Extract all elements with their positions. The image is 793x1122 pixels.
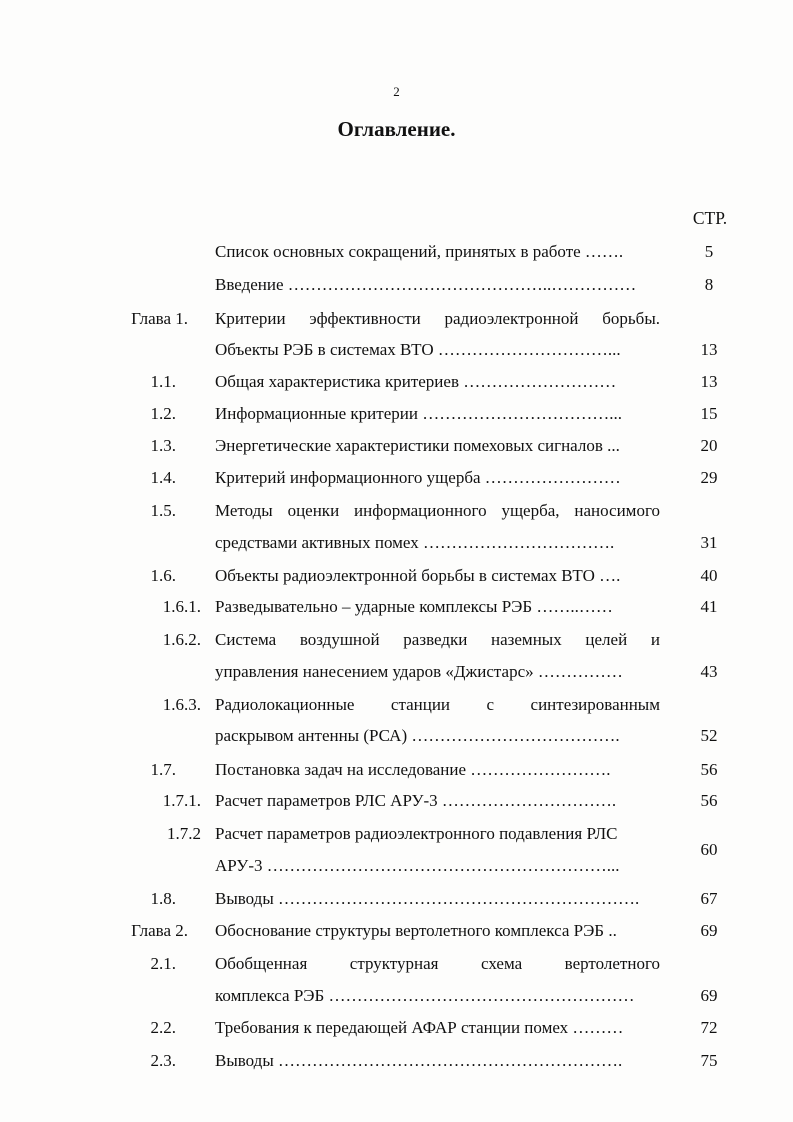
toc-title: Разведывательно – ударные комплексы РЭБ ……..…… [215,597,613,616]
toc-title: Методы оценки информационного ущерба, наносимого [215,501,660,520]
toc-title: Список основных сокращений, принятых в работе ……. [215,242,624,261]
toc-title: Объекты радиоэлектронной борьбы в системах ВТО …. [215,566,621,585]
toc-page: 15 [700,404,718,423]
toc-chapter-number: Глава 2. [131,921,188,940]
toc-number: 1.7. [150,760,176,779]
toc-page: 5 [704,242,714,261]
toc-number: 1.5. [150,501,176,520]
toc-number: 2.1. [150,954,176,973]
toc-page: 20 [700,436,718,455]
page-column-label: СТР. [692,208,728,228]
toc-title: Обоснование структуры вертолетного комплекса РЭБ .. [215,921,617,940]
toc-title: Информационные критерии ……………………………... [215,404,622,423]
toc-number: 1.6.1. [162,597,201,616]
toc-title: Общая характеристика критериев ……………………… [215,372,617,391]
toc-page: 41 [700,597,718,616]
toc-number: 1.4. [150,468,176,487]
toc-title: Критерий информационного ущерба …………………… [215,468,621,487]
toc-title: Введение ………………………………………..…………… [215,275,637,294]
toc-title-continued: средствами активных помех ……………………………. [215,533,615,552]
toc-page: 52 [700,726,718,745]
toc-title: Выводы ………………………………………………………. [215,889,640,908]
toc-page: 56 [700,791,718,810]
toc-page: 13 [700,340,718,359]
toc-number: 1.7.1. [162,791,201,810]
toc-page: 69 [700,986,718,1005]
toc-page: 43 [700,662,718,681]
toc-title-continued: АРУ-3 ……………………………………………………... [215,856,620,875]
toc-title: Радиолокационные станции с синтезированным [215,695,660,714]
toc-title-continued: комплекса РЭБ ……………………………………………… [215,986,635,1005]
toc-number: 1.8. [150,889,176,908]
toc-page: 31 [700,533,718,552]
toc-title: Энергетические характеристики помеховых сигналов ... [215,436,620,455]
toc-number: 1.6. [150,566,176,585]
toc-page: 8 [704,275,714,294]
toc-number: 1.7.2 [167,824,201,843]
toc-chapter-number: Глава 1. [131,309,188,328]
toc-title: Критерии эффективности радиоэлектронной борьбы. [215,309,660,328]
page-title: Оглавление. [337,117,456,141]
toc-page: 60 [700,840,718,859]
toc-title: Расчет параметров РЛС АРУ-3 …………………………. [215,791,617,810]
toc-title-continued: Объекты РЭБ в системах ВТО …………………………... [215,340,621,359]
toc-number: 2.3. [150,1051,176,1070]
toc-page: 29 [700,468,718,487]
toc-number: 1.3. [150,436,176,455]
toc-number: 1.2. [150,404,176,423]
toc-title: Выводы ……………………………………………………. [215,1051,623,1070]
toc-number: 1.6.3. [162,695,201,714]
toc-page: 67 [700,889,718,908]
toc-page: 40 [700,566,718,585]
toc-page: 56 [700,760,718,779]
toc-number: 1.6.2. [162,630,201,649]
page-number: 2 [393,84,400,99]
toc-number: 2.2. [150,1018,176,1037]
toc-title: Постановка задач на исследование ……………………. [215,760,611,779]
toc-page: 13 [700,372,718,391]
toc-title: Система воздушной разведки наземных целей и [215,630,660,649]
toc-title-continued: управления нанесением ударов «Джистарс» …………… [215,662,623,681]
toc-title: Обобщенная структурная схема вертолетного [215,954,660,973]
toc-title-continued: раскрывом антенны (РСА) ………………………………. [215,726,620,745]
toc-page: 75 [700,1051,718,1070]
toc-page: 72 [700,1018,718,1037]
toc-page: 69 [700,921,718,940]
toc-title: Расчет параметров радиоэлектронного подавления РЛС [215,824,618,843]
toc-title: Требования к передающей АФАР станции помех ……… [215,1018,624,1037]
toc-number: 1.1. [150,372,176,391]
